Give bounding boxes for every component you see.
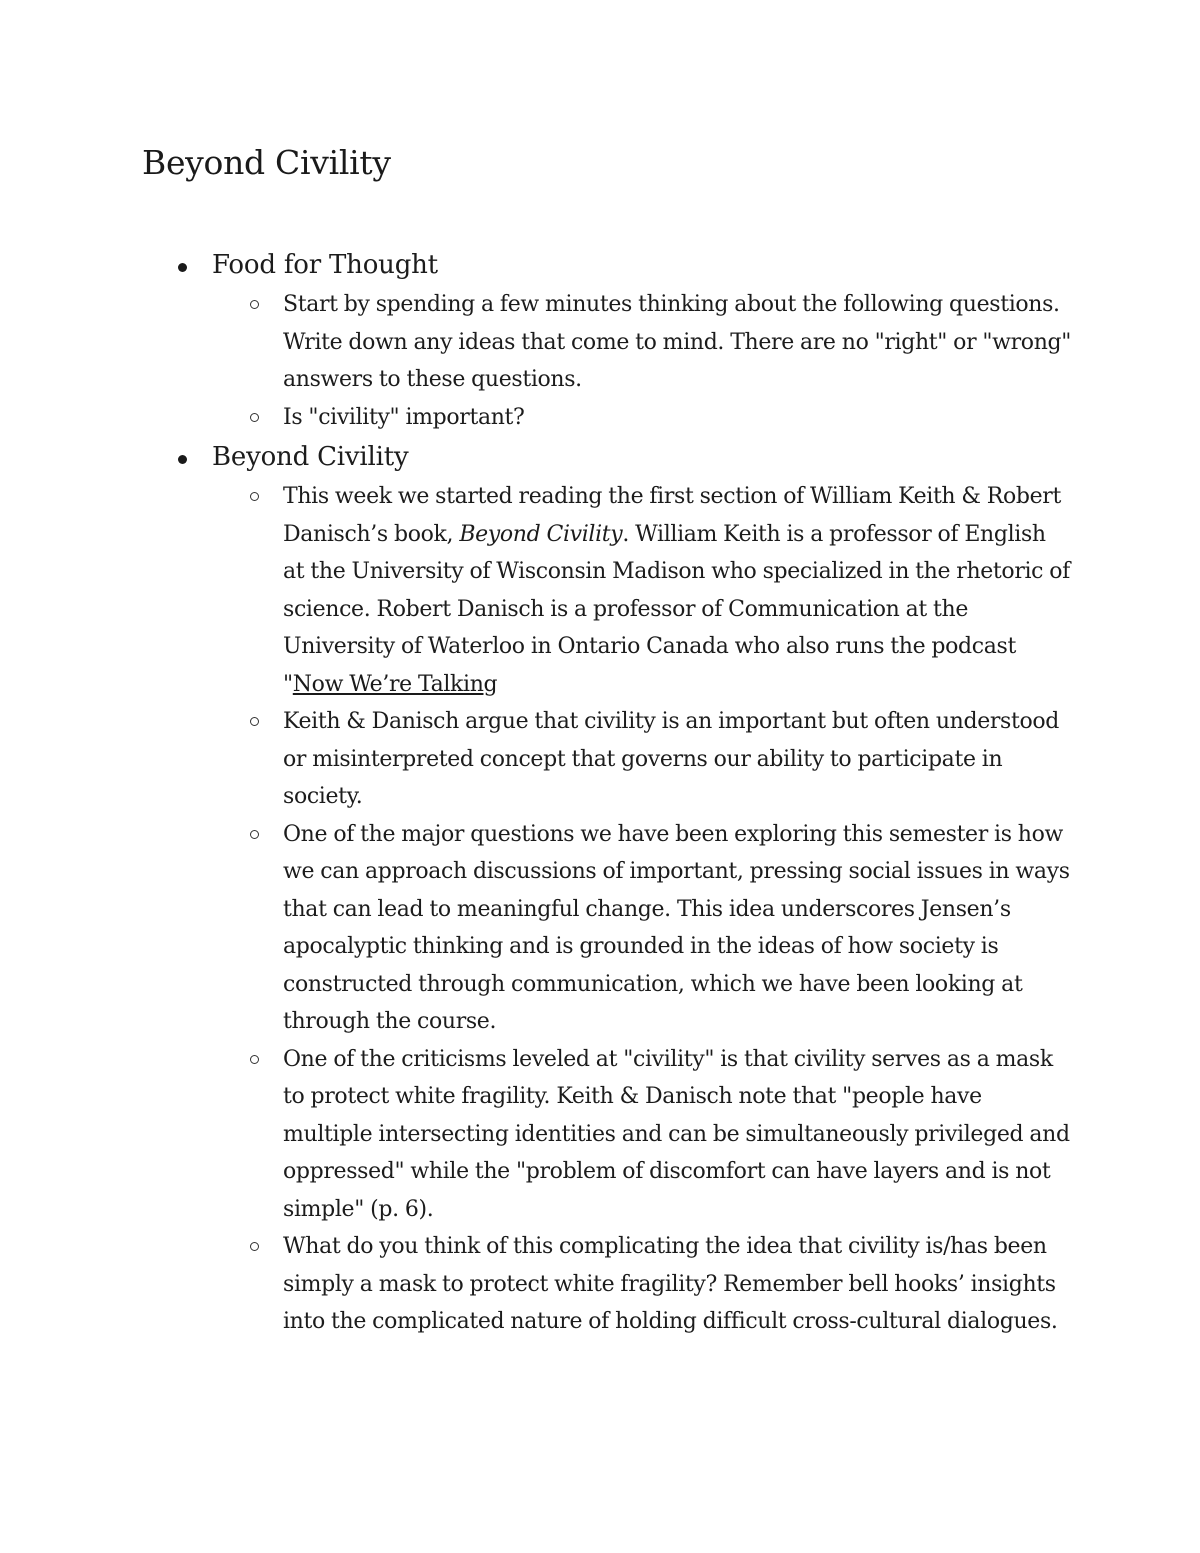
outline-list bbox=[140, 244, 1070, 1341]
list-item-text: Is "civility" important? bbox=[283, 404, 525, 430]
list-item-text bbox=[283, 478, 1073, 703]
list-item bbox=[212, 816, 1070, 1041]
text-after-book: . William Keith is a professor of English at the University of Wisconsin Madison who specialized in the rhetoric of science. Robert Danisch is a professor of Communication at the University of Waterloo in Ontario Canada who also runs the podcast " bbox=[283, 521, 1070, 697]
podcast-link[interactable]: Now We’re Talking bbox=[292, 671, 498, 697]
list-item bbox=[212, 286, 1070, 399]
section-food-for-thought bbox=[140, 244, 1070, 436]
filled-bullet-icon bbox=[178, 455, 187, 464]
list-item-text: One of the criticisms leveled at "civility" is that civility serves as a mask to protect white fragility. Keith & Danisch note that "people have multiple intersecting identities and can be simultaneously privileged and oppressed" while the "problem of discomfort can have layers and is not simple" (p. 6). bbox=[283, 1046, 1070, 1222]
list-item bbox=[212, 399, 1070, 437]
list-item bbox=[212, 703, 1070, 816]
hollow-bullet-icon bbox=[250, 1242, 259, 1251]
list-item-text: One of the major questions we have been exploring this semester is how we can approach discussions of important, pressing social issues in ways that can lead to meaningful change. This idea underscores Jensen’s apocalyptic thinking and is grounded in the ideas of how society is constructed through communication, which we have been looking at through the course. bbox=[283, 821, 1070, 1034]
list-item bbox=[212, 478, 1070, 703]
page-title: Beyond Civility bbox=[142, 143, 391, 182]
list-item-text: Keith & Danisch argue that civility is an important but often understood or misinterpreted concept that governs our ability to participate in society. bbox=[283, 709, 1059, 809]
list-item-text: What do you think of this complicating the idea that civility is/has been simply a mask to protect white fragility? Remember bell hooks’ insights into the complicated nature of holding difficult cross-cultural dialogues. bbox=[283, 1234, 1058, 1334]
sub-list bbox=[212, 286, 1070, 436]
filled-bullet-icon bbox=[178, 263, 187, 272]
hollow-bullet-icon bbox=[250, 492, 259, 501]
book-title: Beyond Civility bbox=[459, 521, 623, 547]
hollow-bullet-icon bbox=[250, 717, 259, 726]
hollow-bullet-icon bbox=[250, 1055, 259, 1064]
sub-list bbox=[212, 478, 1070, 1341]
section-beyond-civility bbox=[140, 436, 1070, 1341]
list-item bbox=[212, 1228, 1070, 1341]
hollow-bullet-icon bbox=[250, 413, 259, 422]
list-item-text: Start by spending a few minutes thinking about the following questions. Write down any ideas that come to mind. There are no "right" or "wrong" answers to these questions. bbox=[283, 292, 1072, 392]
list-item bbox=[212, 1041, 1070, 1229]
text-before-book: This week we started reading the first section of William Keith & Robert Danisch’s book, bbox=[283, 484, 1061, 547]
section-heading: Beyond Civility bbox=[212, 442, 409, 472]
section-heading: Food for Thought bbox=[212, 250, 438, 280]
hollow-bullet-icon bbox=[250, 830, 259, 839]
hollow-bullet-icon bbox=[250, 300, 259, 309]
